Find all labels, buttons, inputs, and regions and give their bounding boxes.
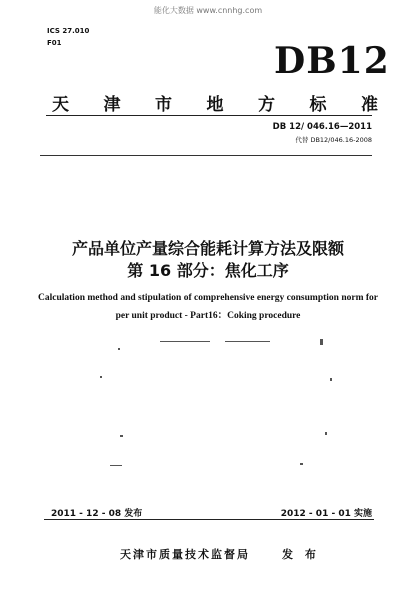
chinese-title-line-1: 产品单位产量综合能耗计算方法及限额 bbox=[71, 239, 344, 258]
chinese-title-line-2: 第 16 部分：焦化工序 bbox=[127, 261, 289, 280]
scan-speck bbox=[160, 341, 210, 342]
scan-speck bbox=[110, 465, 122, 466]
standard-type-char: 准 bbox=[361, 95, 378, 115]
english-title-line-1: Calculation method and stipulation of comprehensive energy consumption norm for bbox=[38, 293, 378, 303]
watermark-text: 能化大数据 www.cnnhg.com bbox=[153, 6, 263, 15]
standard-type-heading bbox=[52, 90, 378, 115]
standard-type-char: 地 bbox=[206, 95, 224, 115]
scan-speck bbox=[300, 463, 303, 465]
standard-number: DB 12/ 046.16—2011 bbox=[272, 122, 372, 132]
publisher-name: 天津市质量技术监督局 bbox=[120, 548, 250, 561]
publish-label: 发 布 bbox=[282, 548, 320, 561]
scan-speck bbox=[225, 341, 270, 342]
ics-code: ICS 27.010 bbox=[47, 27, 90, 35]
title-divider bbox=[40, 155, 372, 156]
scan-speck bbox=[320, 339, 323, 345]
db12-logo: DB12 bbox=[274, 40, 390, 82]
ccs-code: F01 bbox=[47, 39, 62, 47]
standard-type-char: 标 bbox=[309, 95, 327, 115]
standard-type-char: 天 bbox=[52, 95, 69, 115]
standard-type-char: 津 bbox=[103, 95, 121, 115]
header-divider bbox=[46, 115, 372, 116]
footer-divider bbox=[44, 519, 374, 520]
english-title-line-2: per unit product - Part16：Coking procedure bbox=[115, 311, 301, 321]
issue-date: 2011 - 12 - 08 发布 bbox=[51, 509, 143, 519]
standard-type-char: 市 bbox=[155, 95, 172, 115]
standard-type-char: 方 bbox=[258, 95, 275, 115]
scan-speck bbox=[100, 376, 102, 378]
implementation-date: 2012 - 01 - 01 实施 bbox=[280, 509, 372, 519]
scan-speck bbox=[118, 348, 120, 350]
replaces-note: 代替 DB12/046.16-2008 bbox=[295, 136, 372, 144]
scan-speck bbox=[120, 435, 123, 437]
scan-speck bbox=[330, 378, 332, 381]
scan-speck bbox=[325, 432, 327, 435]
